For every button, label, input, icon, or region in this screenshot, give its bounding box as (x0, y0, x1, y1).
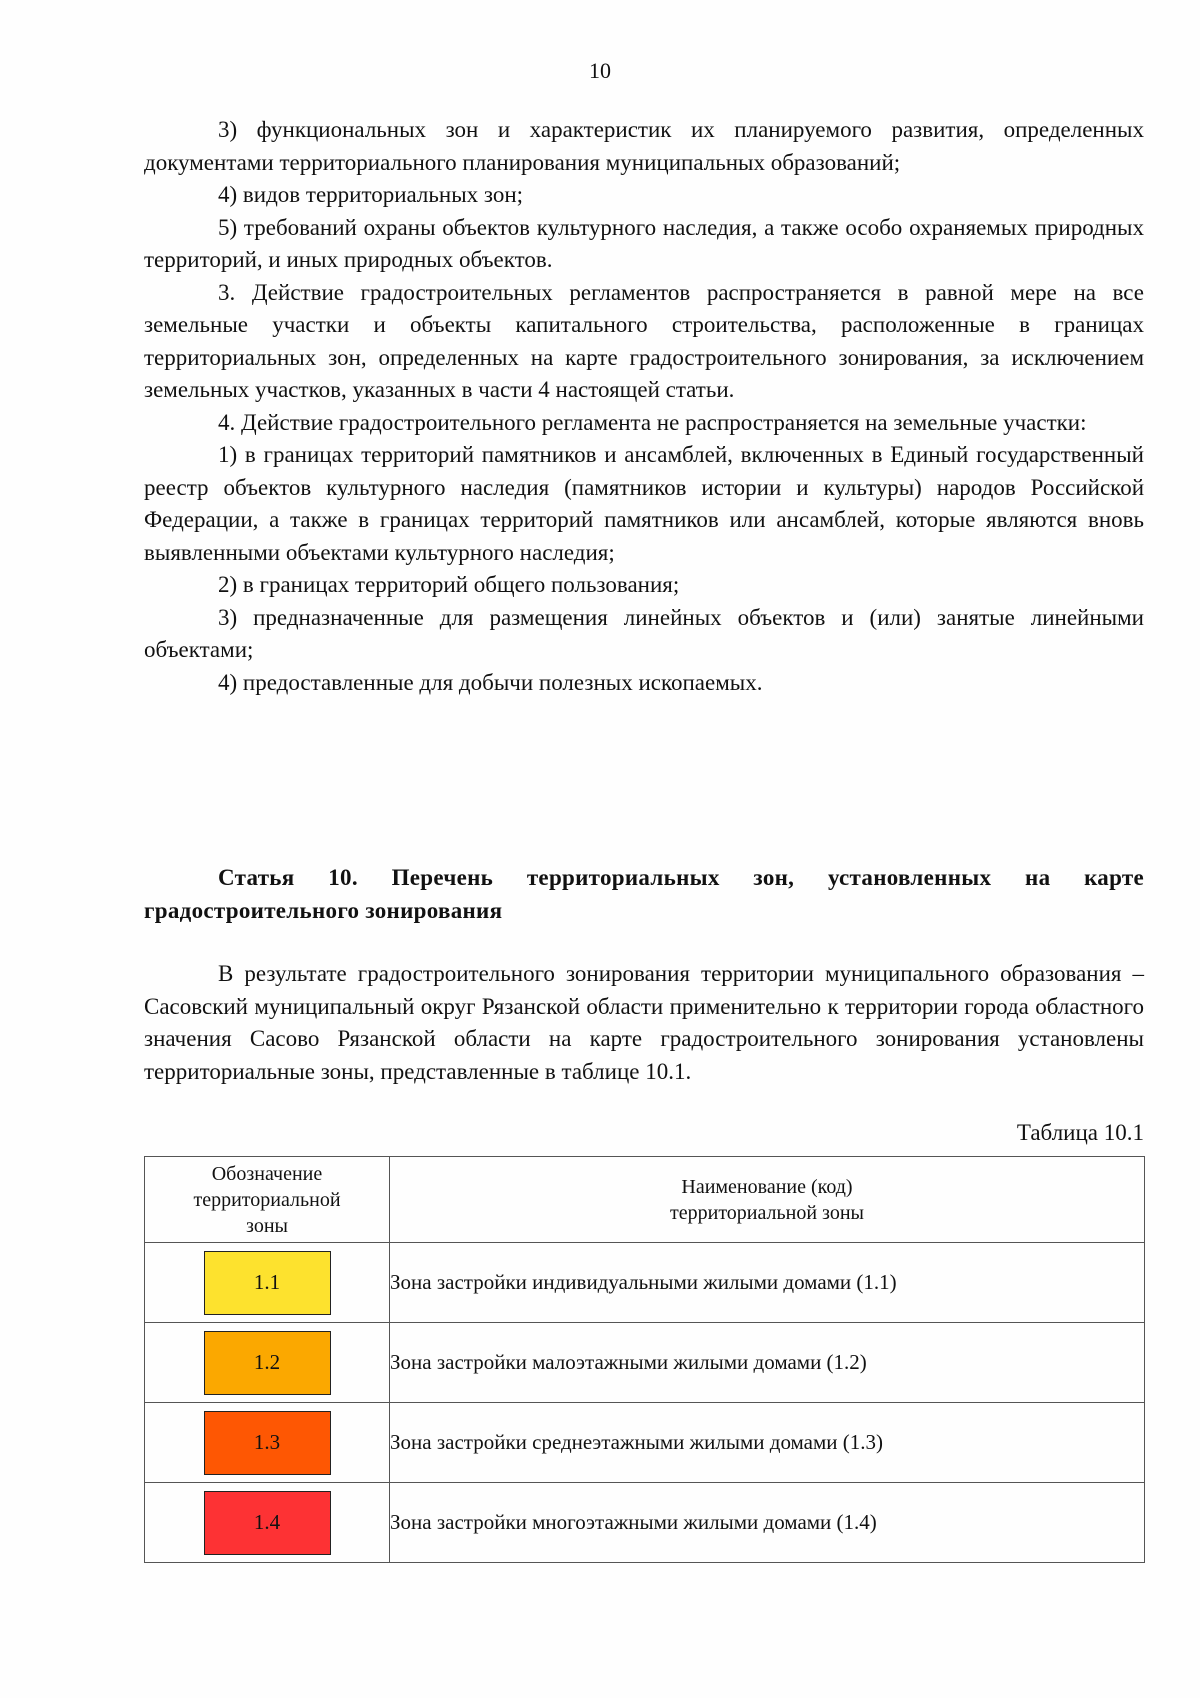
paragraph: 4. Действие градостроительного регламента не распространяется на земельные участки: (218, 409, 1087, 435)
intro-paragraph: В результате градостроительного зонирования территории муниципального образования – Сасовский муниципальный округ Рязанской области применительно к территории города областного значения Сасово Рязанской области на карте градостроительного зонирования установлены территориальные зоны, представленные в таблице 10.1. (144, 961, 1144, 1084)
zone-swatch (204, 1411, 331, 1475)
paragraph: 3. Действие градостроительных регламентов распространяется в равной мере на все земельные участки и объекты капитального строительства, расположенные в границах территориальных зон, определенных на карте градостроительного зонирования, за исключением земельных участков, указанных в части 4 настоящей статьи. (144, 279, 1144, 402)
header-col2-line2: территориальной зоны (670, 1201, 864, 1224)
table-row (145, 1403, 1145, 1483)
zone-name: Зона застройки многоэтажными жилыми домами (1.4) (390, 1483, 1145, 1563)
zone-swatch-cell (145, 1483, 390, 1563)
zone-name: Зона застройки малоэтажными жилыми домами (1.2) (390, 1323, 1145, 1403)
zone-swatch-cell (145, 1403, 390, 1483)
paragraph: 5) требований охраны объектов культурного наследия, а также особо охраняемых природных территорий, и иных природных объектов. (144, 214, 1144, 272)
zone-swatch (204, 1251, 331, 1315)
zone-swatch (204, 1491, 331, 1555)
table-caption: Таблица 10.1 (1016, 1120, 1144, 1145)
paragraph: 4) предоставленные для добычи полезных ископаемых. (218, 669, 763, 695)
table-header-row (145, 1157, 1145, 1243)
zone-code: 1.3 (253, 1430, 281, 1454)
body-text (144, 114, 1144, 699)
zone-swatch-cell (145, 1323, 390, 1403)
header-zone-designation (145, 1157, 390, 1243)
page-number: 10 (589, 58, 611, 83)
zone-code: 1.4 (253, 1510, 281, 1534)
paragraph: 1) в границах территорий памятников и ансамблей, включенных в Единый государственный реестр объектов культурного наследия (памятников истории и культуры) народов Российской Федерации, а также в границах территорий памятников или ансамблей, которые являются вновь выявленными объектами культурного наследия; (144, 442, 1144, 565)
zone-name: Зона застройки индивидуальными жилыми домами (1.1) (390, 1243, 1145, 1323)
zones-table (144, 1156, 1145, 1563)
table-row (145, 1243, 1145, 1323)
paragraph: 3) функциональных зон и характеристик их планируемого развития, определенных документами территориального планирования муниципальных образований; (144, 117, 1144, 175)
header-col2-line1: Наименование (код) (681, 1175, 853, 1198)
paragraph: 4) видов территориальных зон; (218, 182, 524, 207)
zone-code: 1.1 (253, 1270, 281, 1294)
zone-code: 1.2 (253, 1350, 281, 1374)
article-heading: Статья 10. Перечень территориальных зон, установленных на карте градостроительного зонирования (144, 865, 1144, 923)
zone-swatch (204, 1331, 331, 1395)
table-row (145, 1323, 1145, 1403)
paragraph: 2) в границах территорий общего пользования; (218, 572, 680, 597)
zone-swatch-cell (145, 1243, 390, 1323)
zone-name: Зона застройки среднеэтажными жилыми домами (1.3) (390, 1403, 1145, 1483)
header-zone-name (390, 1157, 1145, 1243)
header-col1-text: Обозначение территориальной зоны (193, 1162, 341, 1237)
table-row (145, 1483, 1145, 1563)
paragraph: 3) предназначенные для размещения линейных объектов и (или) занятые линейными объектами; (144, 604, 1144, 662)
